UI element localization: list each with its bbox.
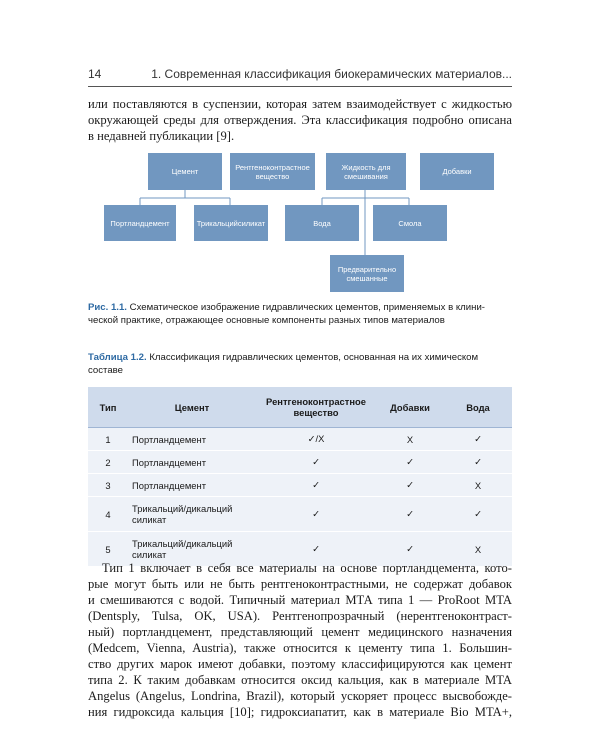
diagram-box-premixed: Предварительно смешанные (330, 255, 404, 292)
cell-radiopaque: ✓ (256, 497, 376, 532)
cement-diagram (0, 0, 600, 300)
body-line: рые могут быть или не быть рентгеноконтрастными, не содержат добавок (88, 577, 512, 591)
cell-additives: ✓ (376, 451, 444, 474)
table-row (88, 474, 512, 497)
table-caption-line: Классификация гидравлических цементов, основанная на их химическом (149, 352, 479, 363)
cell-cement: Портландцемент (128, 474, 256, 497)
page-number: 14 (88, 67, 102, 81)
figure-caption-line: ческой практике, отражающее основные компоненты разных типов материалов (88, 315, 445, 326)
column-header: Цемент (128, 387, 256, 428)
cell-cement: Трикальций/дикальций силикат (128, 532, 256, 567)
diagram-box-water: Вода (285, 205, 359, 241)
cell-additives: X (376, 428, 444, 451)
cell-radiopaque: ✓ (256, 474, 376, 497)
cell-water: X (444, 532, 512, 567)
cell-type: 5 (88, 532, 128, 567)
body-line: типа 2. К таким добавкам относится оксид кальция, как в материале MTA (88, 673, 512, 687)
cell-type: 4 (88, 497, 128, 532)
table-label: Таблица 1.2. (88, 352, 147, 363)
body-line: ния гидроксида кальция [10]; гидроксиапатит, как в материале Bio MTA+, (88, 705, 512, 719)
diagram-box-tricalcium: Трикальцийсиликат (194, 205, 268, 241)
diagram-box-cement: Цемент (148, 153, 222, 190)
body-line: Angelus (Angelus, Londrina, Brazil), который ускоряет процесс высвобожде- (88, 689, 512, 703)
table-row (88, 497, 512, 532)
cell-type: 1 (88, 428, 128, 451)
intro-line: окружающей среды для отверждения. Эта классификация подробно описана (88, 113, 512, 127)
figure-caption (88, 301, 512, 327)
cell-type: 2 (88, 451, 128, 474)
body-line: Тип 1 включает в себя все материалы на основе портландцемента, кото- (102, 561, 512, 575)
cell-additives: ✓ (376, 497, 444, 532)
body-line: (Dentsply, Tulsa, OK, USA). Рентгенопрозрачный (нерентгеноконтраст- (88, 609, 512, 623)
table-caption (88, 351, 512, 377)
table-caption-line: составе (88, 365, 123, 376)
diagram-box-radiopaque: Рентгеноконтрастное вещество (230, 153, 315, 190)
cell-cement: Портландцемент (128, 451, 256, 474)
diagram-box-resin: Смола (373, 205, 447, 241)
diagram-box-additives: Добавки (420, 153, 494, 190)
cell-type: 3 (88, 474, 128, 497)
diagram-connectors (0, 0, 600, 300)
column-header: Рентгеноконтрастное вещество (256, 387, 376, 428)
figure-label: Рис. 1.1. (88, 302, 127, 313)
diagram-box-mixing-liquid: Жидкость для смешивания (326, 153, 406, 190)
body-line: ство других марок имеют добавки, поэтому классифицируются как цемент (88, 657, 512, 671)
diagram-box-portland: Портландцемент (104, 205, 176, 241)
cell-cement: Трикальций/дикальций силикат (128, 497, 256, 532)
body-line: и смешиваются с водой. Типичный материал МТА типа 1 — ProRoot MTA (88, 593, 512, 607)
cell-additives: ✓ (376, 474, 444, 497)
cell-water: ✓ (444, 497, 512, 532)
figure-caption-line: Схематическое изображение гидравлических цементов, применяемых в клини- (129, 302, 485, 313)
table-header-row (88, 387, 512, 428)
cell-water: ✓ (444, 428, 512, 451)
body-paragraph (88, 560, 512, 720)
column-header: Добавки (376, 387, 444, 428)
column-header: Тип (88, 387, 128, 428)
cell-water: ✓ (444, 451, 512, 474)
cell-radiopaque: ✓/X (256, 428, 376, 451)
classification-table (88, 387, 512, 566)
table-row (88, 451, 512, 474)
body-line: ный) портландцемент, представляющий цемент медицинского назначения (88, 625, 512, 639)
running-title: 1. Современная классификация биокерамических материалов... (151, 67, 512, 81)
cell-additives: ✓ (376, 532, 444, 567)
column-header: Вода (444, 387, 512, 428)
intro-line: или поставляются в суспензии, которая затем взаимодействует с жидкостью (88, 97, 512, 111)
cell-cement: Портландцемент (128, 428, 256, 451)
intro-line: в недавней публикации [9]. (88, 129, 235, 143)
table-row (88, 428, 512, 451)
cell-radiopaque: ✓ (256, 451, 376, 474)
cell-radiopaque: ✓ (256, 532, 376, 567)
cell-water: X (444, 474, 512, 497)
body-line: (Medcem, Vienna, Austria), также относится к цементу типа 1. Большин- (88, 641, 512, 655)
